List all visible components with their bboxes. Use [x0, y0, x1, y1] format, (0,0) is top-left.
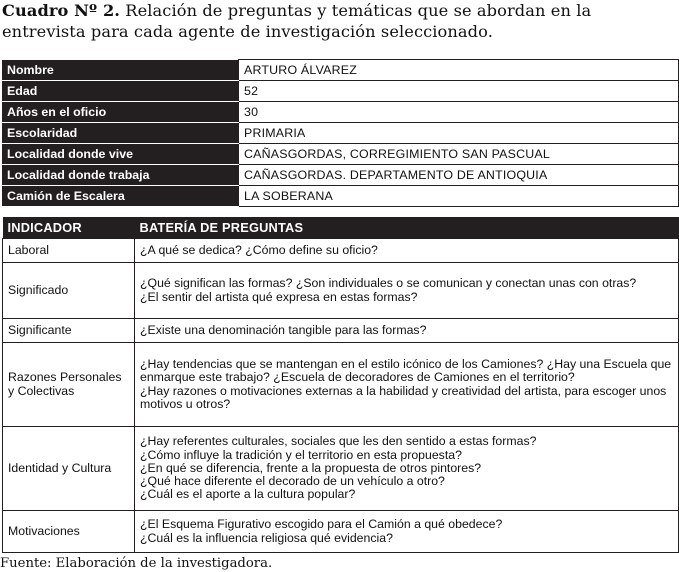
header-questions: BATERÍA DE PREGUNTAS — [135, 217, 679, 239]
profile-key: Nombre — [2, 60, 239, 81]
question-text: ¿Cuál es la influencia religiosa qué evidencia? — [140, 530, 393, 545]
question-text: ¿Qué significan las formas? ¿Son individuales o se comunican y conectan unas con otras? — [140, 276, 637, 291]
questions-table — [2, 217, 679, 553]
header-indicator: INDICADOR — [3, 217, 135, 239]
profile-table — [2, 59, 679, 207]
indicator-cell: Significante — [3, 319, 135, 343]
caption-label: Cuadro Nº 2. — [2, 1, 121, 20]
question-text: ¿A qué se dedica? ¿Cómo define su oficio? — [140, 242, 378, 257]
questions-cell — [135, 511, 679, 553]
table-row — [3, 239, 679, 263]
questions-header-row — [3, 217, 679, 239]
profile-key: Localidad donde trabaja — [2, 165, 239, 186]
question-text: ¿Cómo influye la tradición y el territorio en esta propuesta? — [140, 447, 462, 462]
profile-row — [2, 123, 679, 144]
indicator-cell: Significado — [3, 263, 135, 319]
profile-key: Camión de Escalera — [2, 186, 239, 207]
indicator-cell: Razones Personales y Colectivas — [3, 343, 135, 427]
table-row — [3, 319, 679, 343]
question-text: ¿Cuál es el aporte a la cultura popular? — [140, 487, 356, 502]
profile-value: ARTURO ÁLVAREZ — [239, 60, 679, 81]
profile-row — [2, 144, 679, 165]
profile-key: Años en el oficio — [2, 102, 239, 123]
profile-key: Escolaridad — [2, 123, 239, 144]
table-caption — [2, 0, 678, 42]
table-row — [3, 511, 679, 553]
question-text: ¿Qué hace diferente el decorado de un vehículo a otro? — [140, 474, 445, 489]
profile-value: CAÑASGORDAS, CORREGIMIENTO SAN PASCUAL — [239, 144, 679, 165]
table-row — [3, 263, 679, 319]
question-text: ¿Hay referentes culturales, sociales que les den sentido a estas formas? — [140, 434, 537, 449]
question-text: ¿El Esquema Figurativo escogido para el Camión a qué obedece? — [140, 517, 503, 532]
profile-key: Localidad donde vive — [2, 144, 239, 165]
indicator-cell: Identidad y Cultura — [3, 427, 135, 511]
caption-text: Relación de preguntas y temáticas que se abordan en la entrevista para cada agente de investigación seleccionado. — [2, 1, 592, 41]
table-row — [3, 343, 679, 427]
question-text: ¿El sentir del artista qué expresa en estas formas? — [140, 289, 418, 304]
profile-value: LA SOBERANA — [239, 186, 679, 207]
profile-value: CAÑASGORDAS. DEPARTAMENTO DE ANTIOQUIA — [239, 165, 679, 186]
questions-cell — [135, 427, 679, 511]
question-text: ¿Existe una denominación tangible para las formas? — [140, 322, 427, 337]
indicator-cell: Motivaciones — [3, 511, 135, 553]
questions-cell — [135, 239, 679, 263]
source-note: Fuente: Elaboración de la investigadora. — [0, 556, 273, 571]
table-row — [3, 427, 679, 511]
indicator-cell: Laboral — [3, 239, 135, 263]
profile-key: Edad — [2, 81, 239, 102]
profile-row — [2, 186, 679, 207]
question-text: ¿En qué se diferencia, frente a la propuesta de otros pintores? — [140, 460, 482, 475]
questions-cell — [135, 263, 679, 319]
question-text: ¿Hay tendencias que se mantengan en el estilo icónico de los Camiones? ¿Hay una Escuela que enmarque este trabajo? ¿Escuela de decoradores de Camiones en el territorio? — [140, 357, 672, 385]
profile-value: 30 — [239, 102, 679, 123]
question-text: ¿Hay razones o motivaciones externas a la habilidad y creatividad del artista, para escoger unos motivos u otros? — [140, 383, 667, 411]
profile-value: 52 — [239, 81, 679, 102]
questions-cell — [135, 319, 679, 343]
profile-row — [2, 81, 679, 102]
profile-row — [2, 102, 679, 123]
profile-row — [2, 165, 679, 186]
profile-row — [2, 60, 679, 81]
questions-cell — [135, 343, 679, 427]
profile-value: PRIMARIA — [239, 123, 679, 144]
